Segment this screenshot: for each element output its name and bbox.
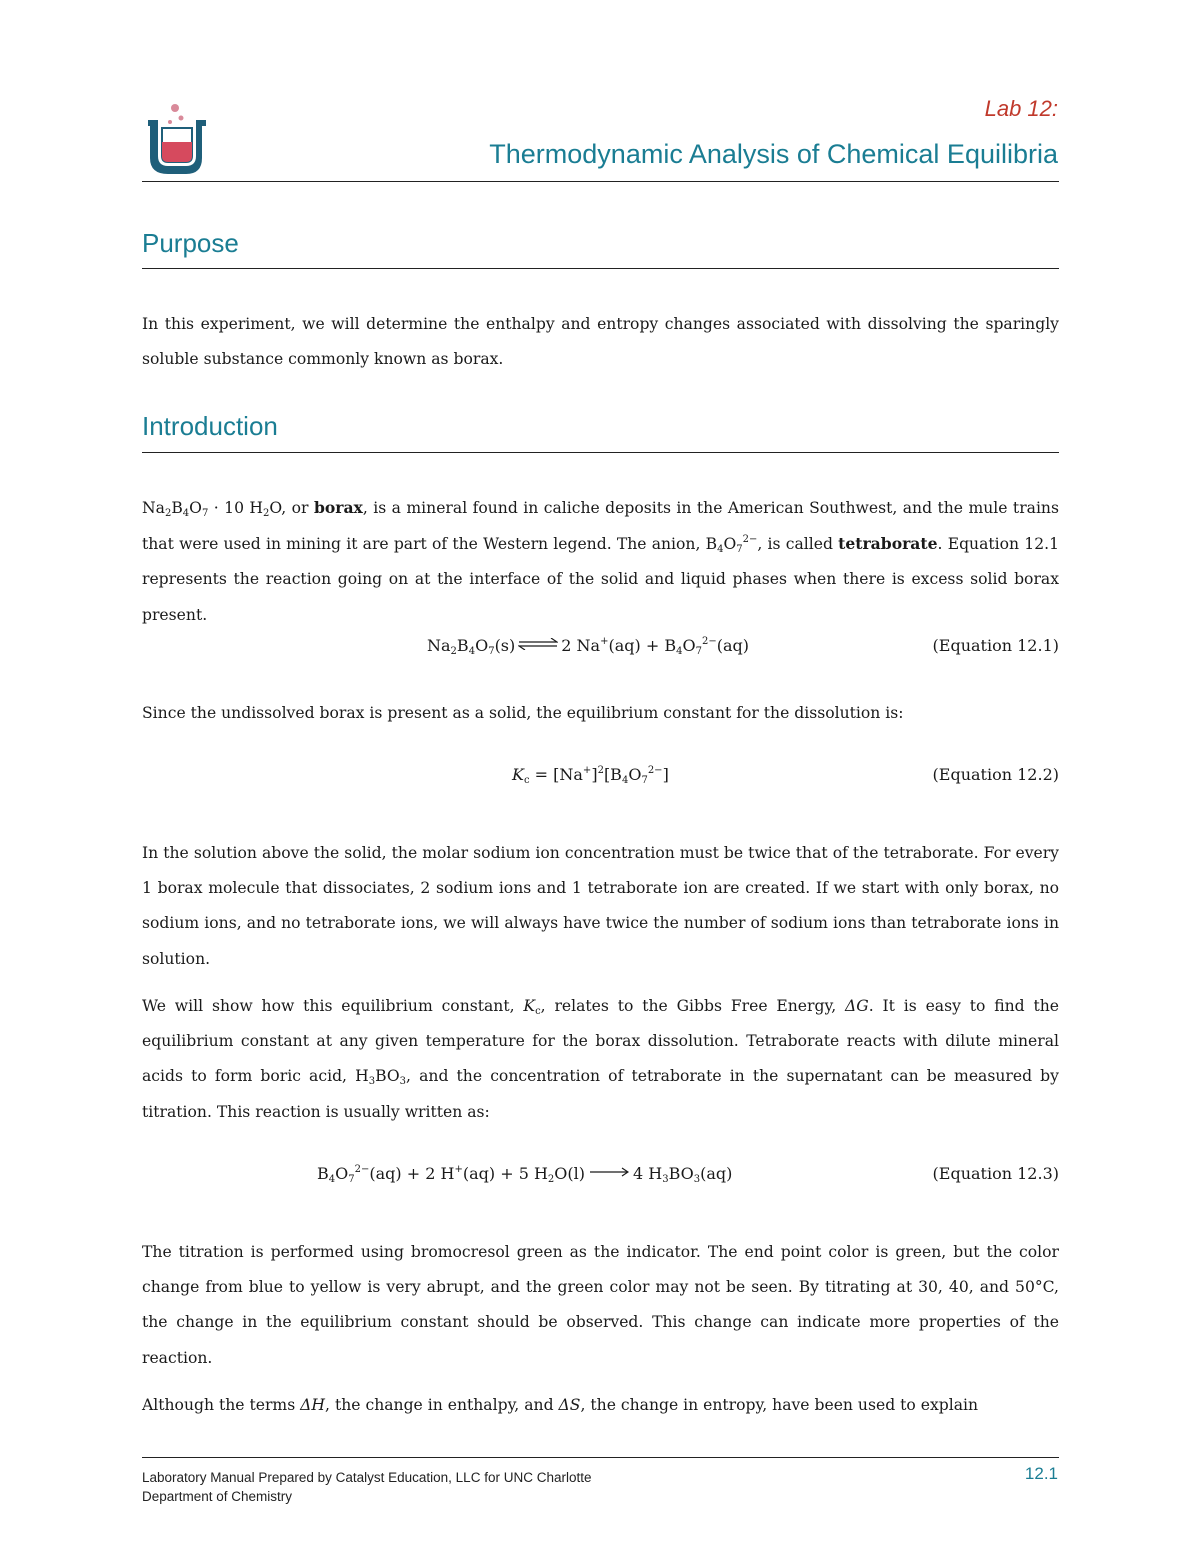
intro-paragraph-2: Since the undissolved borax is present as a solid, the equilibrium constant for the dissolution is: [142, 704, 904, 722]
equation-12-3-label: (Equation 12.3) [932, 1164, 1059, 1183]
footer-divider [142, 1457, 1059, 1458]
footer-credit [142, 1468, 591, 1506]
lab-number: Lab 12: [984, 96, 1058, 121]
purpose-divider [142, 268, 1059, 269]
footer-department: Department of Chemistry [142, 1489, 293, 1504]
intro-paragraph-3: In the solution above the solid, the molar sodium ion concentration must be twice that of the tetraborate. For every 1 borax molecule that dissociates, 2 sodium ions and 1 tetraborate ion are created. If we start with only borax, no sodium ions, and no tetraborate ions, we will always have twice the number of sodium ions than tetraborate ions in solution. [142, 844, 1059, 968]
equation-12-1-label: (Equation 12.1) [932, 636, 1059, 655]
beaker-logo-icon [144, 102, 210, 178]
intro-paragraph-5: The titration is performed using bromocresol green as the indicator. The end point color is green, but the color change from blue to yellow is very abrupt, and the green color may not be seen. By titrating at 30, 40, and 50°C, the change in the equilibrium constant should be observed. This change can indicate more properties of the reaction. [142, 1243, 1059, 1367]
purpose-heading: Purpose [142, 228, 239, 258]
equation-12-2-body: $K_c = [Na^+]^2[B_4O_7^{2-}]$ [512, 765, 669, 786]
borax-term: borax [313, 498, 363, 517]
equation-12-3 [142, 1164, 1059, 1194]
equation-12-3-body: $B_4O_7^{2-}(aq) + 2$ H+(aq) + 5 $H_2O(l)$ 4 $H_3BO_3(aq)$ [317, 1164, 733, 1185]
intro-paragraph-1: $Na_2B_4O_7 \cdot 10$ $H_2O$, or borax, is a mineral found in caliche deposits in the American Southwest, and the mule trains that were used in mining it are part of the Western legend. The anion, $B_4O_7^{2-}$, is called tetraborate. Equation 12.1 represents the reaction going on at the interface of the solid and liquid phases when there is excess solid borax present. [142, 498, 1059, 624]
introduction-heading: Introduction [142, 411, 278, 441]
page-title: Thermodynamic Analysis of Chemical Equilibria [489, 139, 1058, 169]
equilibrium-arrow-icon [518, 638, 558, 650]
reaction-arrow-icon [589, 1167, 629, 1177]
equation-12-2 [142, 765, 1059, 795]
header-divider [142, 181, 1059, 182]
purpose-text: In this experiment, we will determine the enthalpy and entropy changes associated with dissolving the sparingly soluble substance commonly known as borax. [142, 315, 1059, 369]
tetraborate-term: tetraborate [838, 534, 938, 554]
intro-paragraph-4: We will show how this equilibrium constant, $K_c$, relates to the Gibbs Free Energy, ΔG. It is easy to find the equilibrium constant at any given temperature for the borax dissolution. Tetraborate reacts with dilute mineral acids to form boric acid, $H_3BO_3$, and the concentration of tetraborate in the supernatant can be measured by titration. This reaction is usually written as: [142, 997, 1059, 1121]
introduction-divider [142, 452, 1059, 453]
equation-12-1-body: $Na_2B_4O_7(s)$ 2 $Na^+(aq) + B_4O_7^{2-}(aq)$ [427, 636, 749, 657]
intro-paragraph-6: Although the terms ΔH, the change in enthalpy, and ΔS, the change in entropy, have been used to explain [142, 1396, 979, 1414]
footer-credit-line: Laboratory Manual Prepared by Catalyst Education, LLC for UNC Charlotte [142, 1470, 592, 1485]
equation-12-1 [142, 636, 1059, 666]
page-number: 12.1 [1024, 1464, 1058, 1483]
equation-12-2-label: (Equation 12.2) [932, 765, 1059, 784]
